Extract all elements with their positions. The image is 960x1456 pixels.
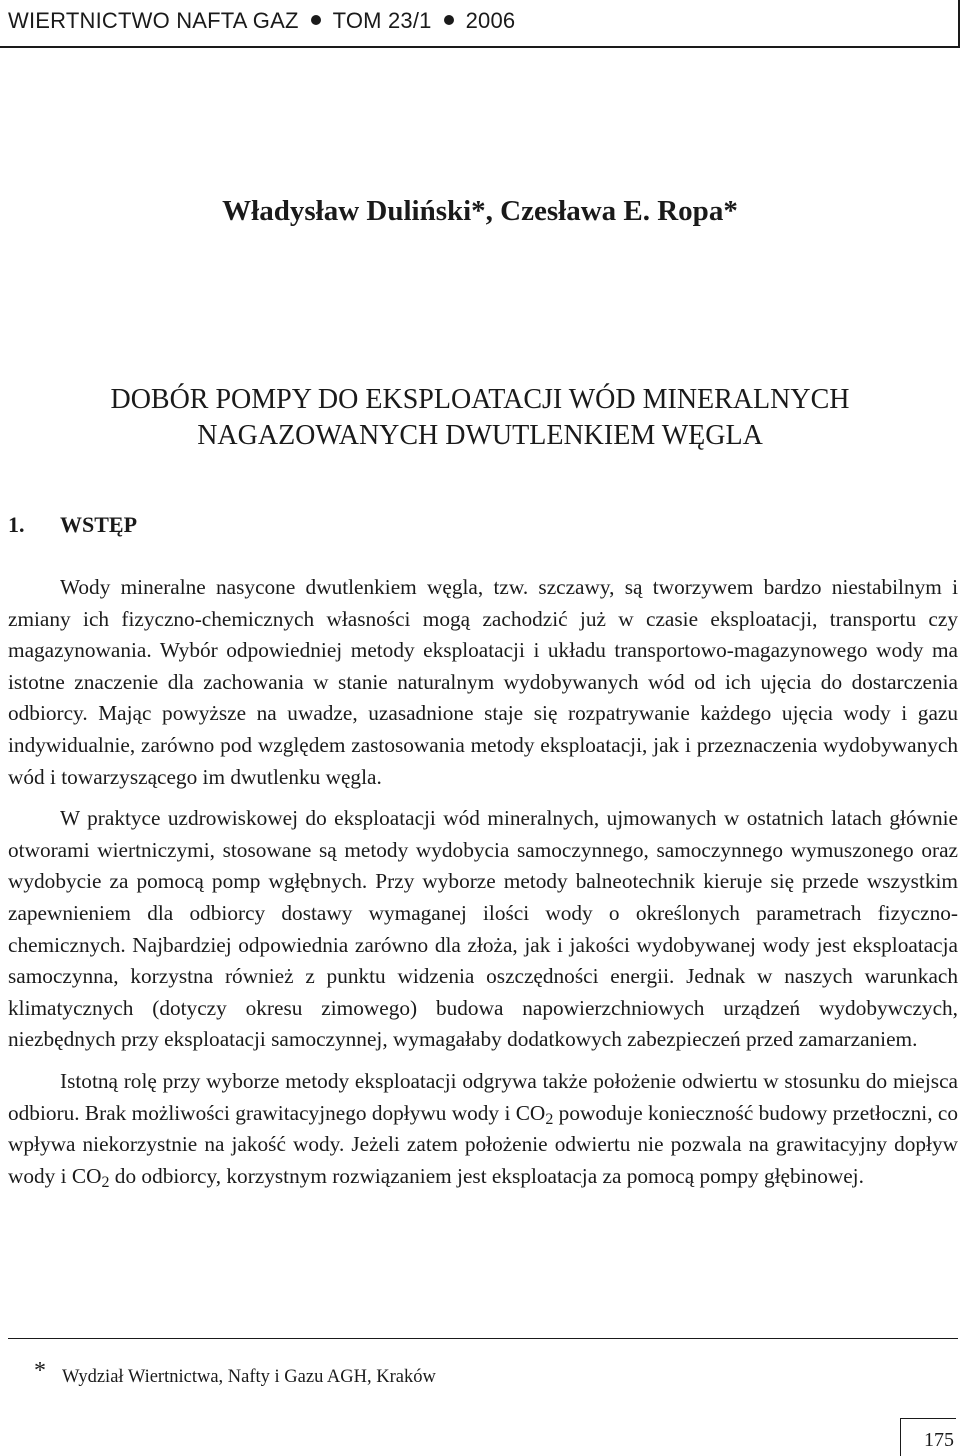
footnote (34, 1358, 436, 1389)
authors: Władysław Duliński*, Czesława E. Ropa* (222, 195, 738, 227)
bullet-separator-icon (311, 15, 321, 25)
section-heading (8, 512, 137, 538)
section-title: WSTĘP (60, 512, 138, 537)
co2-subscript: 2 (101, 1173, 110, 1191)
paragraph-3 (8, 1066, 958, 1192)
body-text (8, 572, 958, 1202)
paragraph-2: W praktyce uzdrowiskowej do eksploatacji wód mineralnych, ujmowanych w ostatnich latach głównie otworami wiertniczymi, stosowane są metody wydobycia samoczynnego, samoczynnego wymuszonego oraz wydobycie za pomocą pomp wgłębnych. Przy wyborze metody balneotechnik kieruje się przede wszystkim zapewnieniem dla odbiorcy dostawy wymaganej ilości wody o określonych parametrach fizyczno-chemicznych. Najbardziej odpowiednia zarówno dla złoża, jak i jakości wydobywanej wody jest eksploatacja samoczynna, korzystna również z punktu widzenia oszczędności energii. Jednak w naszych warunkach klimatycznych (dotyczy okresu zimowego) budowa napowierzchniowych urządzeń wydobywczych, niezbędnych przy eksploatacji samoczynnej, wymagałaby dodatkowych zabezpieczeń przed zamarzaniem. (8, 806, 958, 1052)
co2-subscript: 2 (545, 1110, 554, 1128)
paper-title (0, 382, 960, 454)
section-number: 1. (8, 512, 25, 537)
journal-year: 2006 (465, 8, 516, 33)
journal-name: WIERTNICTWO NAFTA GAZ (8, 8, 299, 33)
paragraph-3-part-a: Istotną rolę przy wyborze metody eksploatacji odgrywa także położenie odwiertu w stosunku do miejsca odbioru. Brak możliwości grawitacyjnego dopływu wody i CO (8, 1068, 958, 1125)
title-line-1: DOBÓR POMPY DO EKSPLOATACJI WÓD MINERALNYCH (110, 384, 850, 415)
running-head-text (8, 8, 515, 34)
running-head (0, 0, 960, 48)
footnote-rule (8, 1338, 958, 1339)
footnote-mark: * (34, 1358, 46, 1384)
paragraph-3-part-c: do odbiorcy, korzystnym rozwiązaniem jest eksploatacja za pomocą pompy głębinowej. (109, 1163, 864, 1188)
paragraph-3-part-b: powoduje konieczność budowy przetłoczni, co wpływa niekorzystnie na jakość wody. Jeżeli zatem położenie odwiertu nie pozwala na grawitacyjny dopływ wody i CO (8, 1100, 958, 1188)
bullet-separator-icon (444, 15, 454, 25)
journal-volume: TOM 23/1 (332, 8, 432, 33)
paragraph-1: Wody mineralne nasycone dwutlenkiem węgla, tzw. szczawy, są tworzywem bardzo niestabilnym i zmiany ich fizyczno-chemicznych własności mogą zachodzić już w czasie eksploatacji, transportu czy magazynowania. Wybór odpowiedniej metody eksploatacji i układu transportowo-magazynowego wody ma istotne znaczenie dla zachowania w stanie naturalnym wydobywanych wód od ich ujęcia do dostarczenia odbiorcy. Mając powyższe na uwadze, uzasadnione staje się rozpatrywanie każdego ujęcia wody i gazu indywidualnie, zarówno pod względem zastosowania metody eksploatacji, jak i przeznaczenia wydobywanych wód i towarzyszącego im dwutlenku węgla. (8, 575, 958, 789)
footnote-text: Wydział Wiertnictwa, Nafty i Gazu AGH, Kraków (62, 1367, 436, 1387)
page-number: 175 (900, 1418, 956, 1456)
title-line-2: NAGAZOWANYCH DWUTLENKIEM WĘGLA (197, 420, 763, 451)
